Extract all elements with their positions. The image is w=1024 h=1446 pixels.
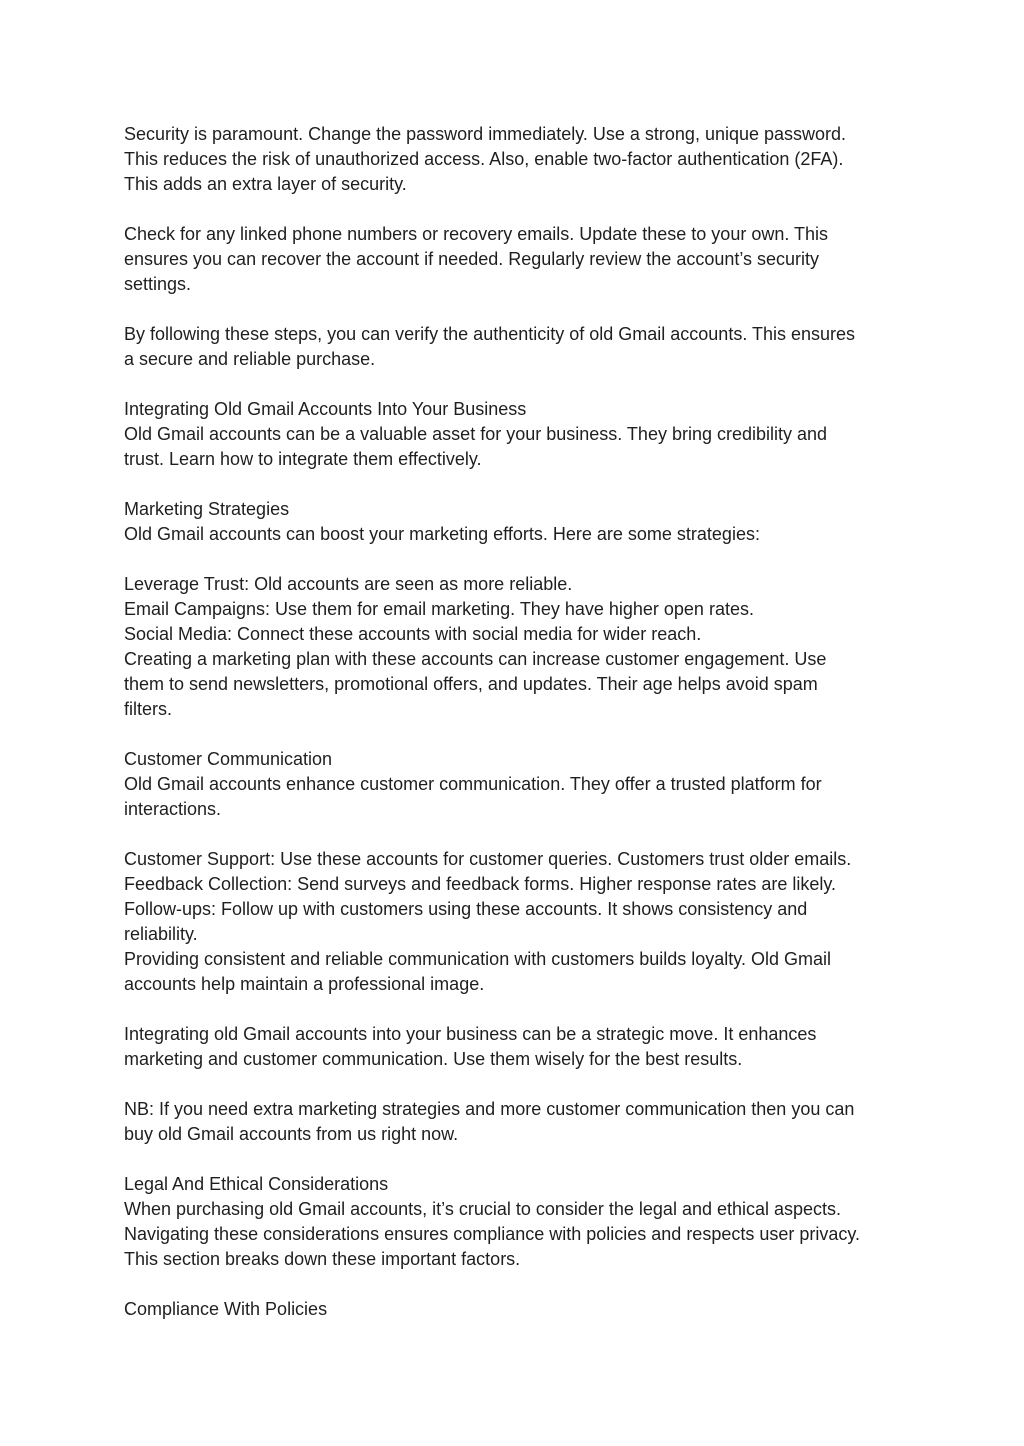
- paragraph-strategic-move: [124, 1022, 914, 1072]
- text-line: reliability.: [124, 924, 198, 944]
- text-line: This adds an extra layer of security.: [124, 174, 407, 194]
- section-legal-ethical: [124, 1172, 914, 1272]
- section-heading: Compliance With Policies: [124, 1299, 328, 1319]
- paragraph-verify-authenticity: [124, 322, 914, 372]
- text-line: trust. Learn how to integrate them effectively.: [124, 449, 482, 469]
- text-line: Security is paramount. Change the password immediately. Use a strong, unique password.: [124, 124, 847, 144]
- section-heading: Customer Communication: [124, 749, 333, 769]
- text-line: ensures you can recover the account if needed. Regularly review the account’s security: [124, 249, 820, 269]
- text-line: Old Gmail accounts can boost your marketing efforts. Here are some strategies:: [124, 524, 760, 544]
- text-line: This section breaks down these important factors.: [124, 1249, 521, 1269]
- list-item: Email Campaigns: Use them for email marketing. They have higher open rates.: [124, 599, 754, 619]
- text-line: Integrating old Gmail accounts into your business can be a strategic move. It enhances: [124, 1024, 817, 1044]
- paragraph-linked-recovery: [124, 222, 914, 297]
- list-item: Leverage Trust: Old accounts are seen as more reliable.: [124, 574, 573, 594]
- text-line: NB: If you need extra marketing strategies and more customer communication then you can: [124, 1099, 855, 1119]
- text-line: them to send newsletters, promotional offers, and updates. Their age helps avoid spam: [124, 674, 818, 694]
- document-page: [124, 122, 914, 1347]
- section-customer-communication: [124, 747, 914, 822]
- text-line: By following these steps, you can verify the authenticity of old Gmail accounts. This ensures: [124, 324, 856, 344]
- text-line: marketing and customer communication. Use them wisely for the best results.: [124, 1049, 743, 1069]
- text-line: When purchasing old Gmail accounts, it’s crucial to consider the legal and ethical aspects.: [124, 1199, 842, 1219]
- text-line: Check for any linked phone numbers or recovery emails. Update these to your own. This: [124, 224, 829, 244]
- text-line: settings.: [124, 274, 192, 294]
- section-heading: Integrating Old Gmail Accounts Into Your Business: [124, 399, 527, 419]
- section-heading: Marketing Strategies: [124, 499, 290, 519]
- list-item: Customer Support: Use these accounts for customer queries. Customers trust older emails.: [124, 849, 852, 869]
- text-line: Old Gmail accounts enhance customer communication. They offer a trusted platform for: [124, 774, 822, 794]
- section-heading: Legal And Ethical Considerations: [124, 1174, 389, 1194]
- paragraph-marketing-list: [124, 572, 914, 722]
- paragraph-customer-list: [124, 847, 914, 997]
- list-item: Social Media: Connect these accounts with social media for wider reach.: [124, 624, 702, 644]
- section-marketing-strategies: [124, 497, 914, 547]
- text-line: buy old Gmail accounts from us right now.: [124, 1124, 459, 1144]
- list-item: Follow-ups: Follow up with customers using these accounts. It shows consistency and: [124, 899, 808, 919]
- text-line: Navigating these considerations ensures compliance with policies and respects user privacy.: [124, 1224, 861, 1244]
- text-line: a secure and reliable purchase.: [124, 349, 376, 369]
- paragraph-security-password: [124, 122, 914, 197]
- text-line: Providing consistent and reliable communication with customers builds loyalty. Old Gmail: [124, 949, 831, 969]
- text-line: Old Gmail accounts can be a valuable asset for your business. They bring credibility and: [124, 424, 828, 444]
- section-integrating-business: [124, 397, 914, 472]
- list-item: Feedback Collection: Send surveys and feedback forms. Higher response rates are likely.: [124, 874, 837, 894]
- text-line: accounts help maintain a professional image.: [124, 974, 485, 994]
- text-line: filters.: [124, 699, 173, 719]
- section-compliance-policies: [124, 1297, 914, 1322]
- text-line: interactions.: [124, 799, 222, 819]
- text-line: This reduces the risk of unauthorized access. Also, enable two-factor authentication (2FA).: [124, 149, 844, 169]
- text-line: Creating a marketing plan with these accounts can increase customer engagement. Use: [124, 649, 827, 669]
- paragraph-nb-note: [124, 1097, 914, 1147]
